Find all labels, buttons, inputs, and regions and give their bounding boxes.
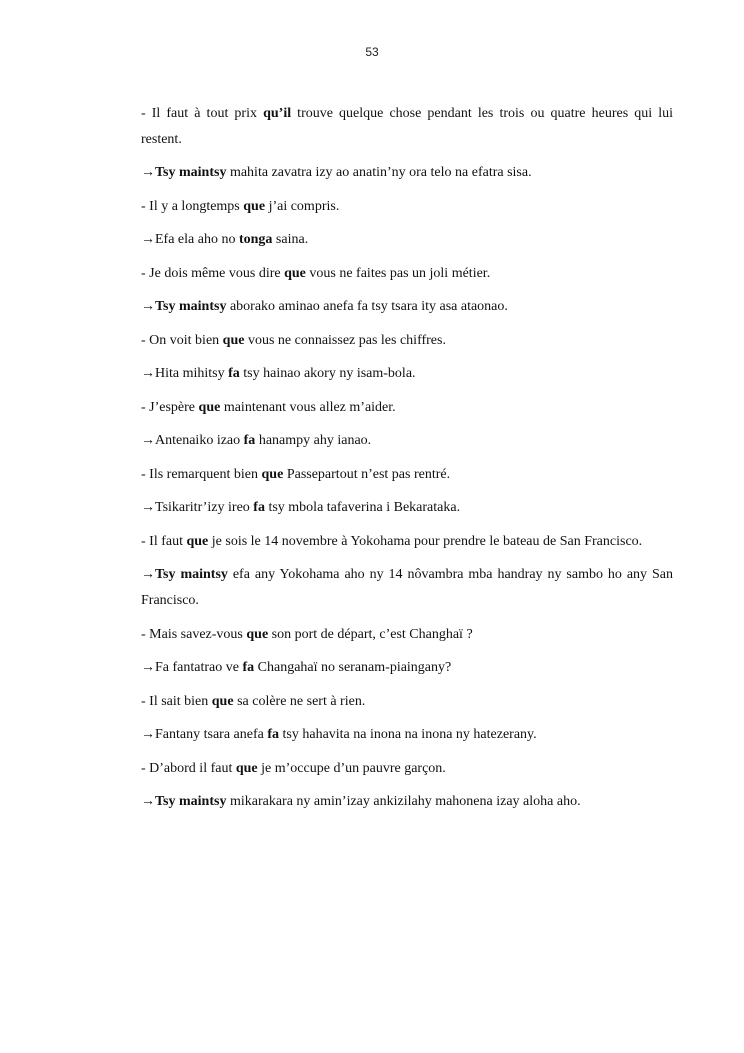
highlighted-term: que [222, 333, 245, 348]
sentence-text: - Il faut [141, 534, 187, 549]
sentence-text: → [141, 165, 155, 180]
sentence-text: trouve quelque chose pendant les trois ou quatre heures qui lui restent. [141, 106, 673, 147]
source-sentence [141, 328, 673, 361]
sentence-text: sa colère ne sert à rien. [233, 694, 366, 709]
highlighted-term: que [243, 199, 266, 214]
highlighted-term: que [261, 467, 284, 482]
sentence-text: tsy hainao akory ny isam-bola. [239, 366, 416, 381]
sentence-text: →Fa fantatrao ve [141, 660, 243, 675]
sentence-text: aborako aminao anefa fa tsy tsara ity asa ataonao. [226, 299, 508, 314]
sentence-text: →Hita mihitsy [141, 366, 229, 381]
sentence-text: efa any Yokohama aho ny 14 nôvambra mba handray ny sambo ho any San Francisco. [141, 567, 673, 608]
sentence-text: mahita zavatra izy ao anatin’ny ora telo na efatra sisa. [226, 165, 532, 180]
page-number: 53 [365, 45, 379, 59]
sentence-text: - Mais savez-vous [141, 627, 247, 642]
sentence-text: - J’espère [141, 400, 199, 415]
translation-sentence [141, 428, 673, 462]
highlighted-term: fa [242, 660, 255, 675]
highlighted-term: fa [253, 500, 265, 515]
translation-sentence [141, 160, 673, 194]
source-sentence [141, 101, 673, 160]
sentence-text: - Ils remarquent bien [141, 467, 262, 482]
document-body [141, 101, 673, 823]
translation-sentence [141, 294, 673, 328]
highlighted-term: que [284, 266, 306, 281]
sentence-text: → [141, 299, 155, 314]
highlighted-term: fa [243, 433, 256, 448]
source-sentence [141, 529, 673, 562]
sentence-text: →Efa ela aho no [141, 232, 239, 247]
sentence-text: tsy hahavita na inona na inona ny hatezerany. [279, 727, 537, 742]
sentence-text: mikarakara ny amin’izay ankizilahy mahonena izay aloha aho. [226, 794, 581, 809]
sentence-text: hanampy ahy ianao. [255, 433, 372, 448]
highlighted-term: que [235, 761, 258, 776]
sentence-text: → [141, 567, 155, 582]
highlighted-term: que [246, 627, 269, 642]
source-sentence [141, 462, 673, 495]
translation-sentence [141, 722, 673, 756]
highlighted-term: que [211, 694, 234, 709]
sentence-text: je m’occupe d’un pauvre garçon. [257, 761, 446, 776]
sentence-text: Passepartout n’est pas rentré. [283, 467, 451, 482]
sentence-text: - Il faut à tout prix [141, 106, 264, 121]
sentence-text: - Je dois même vous dire [141, 266, 285, 281]
translation-sentence [141, 562, 673, 622]
highlighted-term: Tsy maintsy [155, 567, 228, 582]
sentence-text: - D’abord il faut [141, 761, 236, 776]
highlighted-term: Tsy maintsy [155, 299, 227, 314]
sentence-text: vous ne faites pas un joli métier. [305, 266, 491, 281]
highlighted-term: que [186, 534, 209, 549]
sentence-text: - Il y a longtemps [141, 199, 244, 214]
sentence-text: - Il sait bien [141, 694, 212, 709]
translation-sentence [141, 655, 673, 689]
sentence-text: →Antenaiko izao [141, 433, 244, 448]
sentence-text: →Fantany tsara anefa [141, 727, 268, 742]
sentence-text: tsy mbola tafaverina i Bekarataka. [264, 500, 461, 515]
highlighted-term: Tsy maintsy [155, 165, 227, 180]
sentence-text: Changahaï no seranam-piaingany? [254, 660, 452, 675]
sentence-text: je sois le 14 novembre à Yokohama pour prendre le bateau de San Francisco. [208, 534, 643, 549]
highlighted-term: qu’il [263, 106, 292, 121]
highlighted-term: tonga [238, 232, 273, 247]
sentence-text: → [141, 794, 155, 809]
translation-sentence [141, 495, 673, 529]
highlighted-term: fa [267, 727, 280, 742]
sentence-text: →Tsikaritr’izy ireo [141, 500, 254, 515]
sentence-text: maintenant vous allez m’aider. [220, 400, 396, 415]
source-sentence [141, 756, 673, 789]
highlighted-term: fa [228, 366, 240, 381]
source-sentence [141, 261, 673, 294]
sentence-text: son port de départ, c’est Changhaï ? [268, 627, 473, 642]
highlighted-term: que [198, 400, 221, 415]
translation-sentence [141, 361, 673, 395]
translation-sentence [141, 227, 673, 261]
source-sentence [141, 689, 673, 722]
sentence-text: vous ne connaissez pas les chiffres. [244, 333, 446, 348]
source-sentence [141, 194, 673, 227]
highlighted-term: Tsy maintsy [155, 794, 227, 809]
source-sentence [141, 395, 673, 428]
sentence-text: saina. [272, 232, 309, 247]
sentence-text: j’ai compris. [265, 199, 340, 214]
source-sentence [141, 622, 673, 655]
translation-sentence [141, 789, 673, 823]
sentence-text: - On voit bien [141, 333, 223, 348]
